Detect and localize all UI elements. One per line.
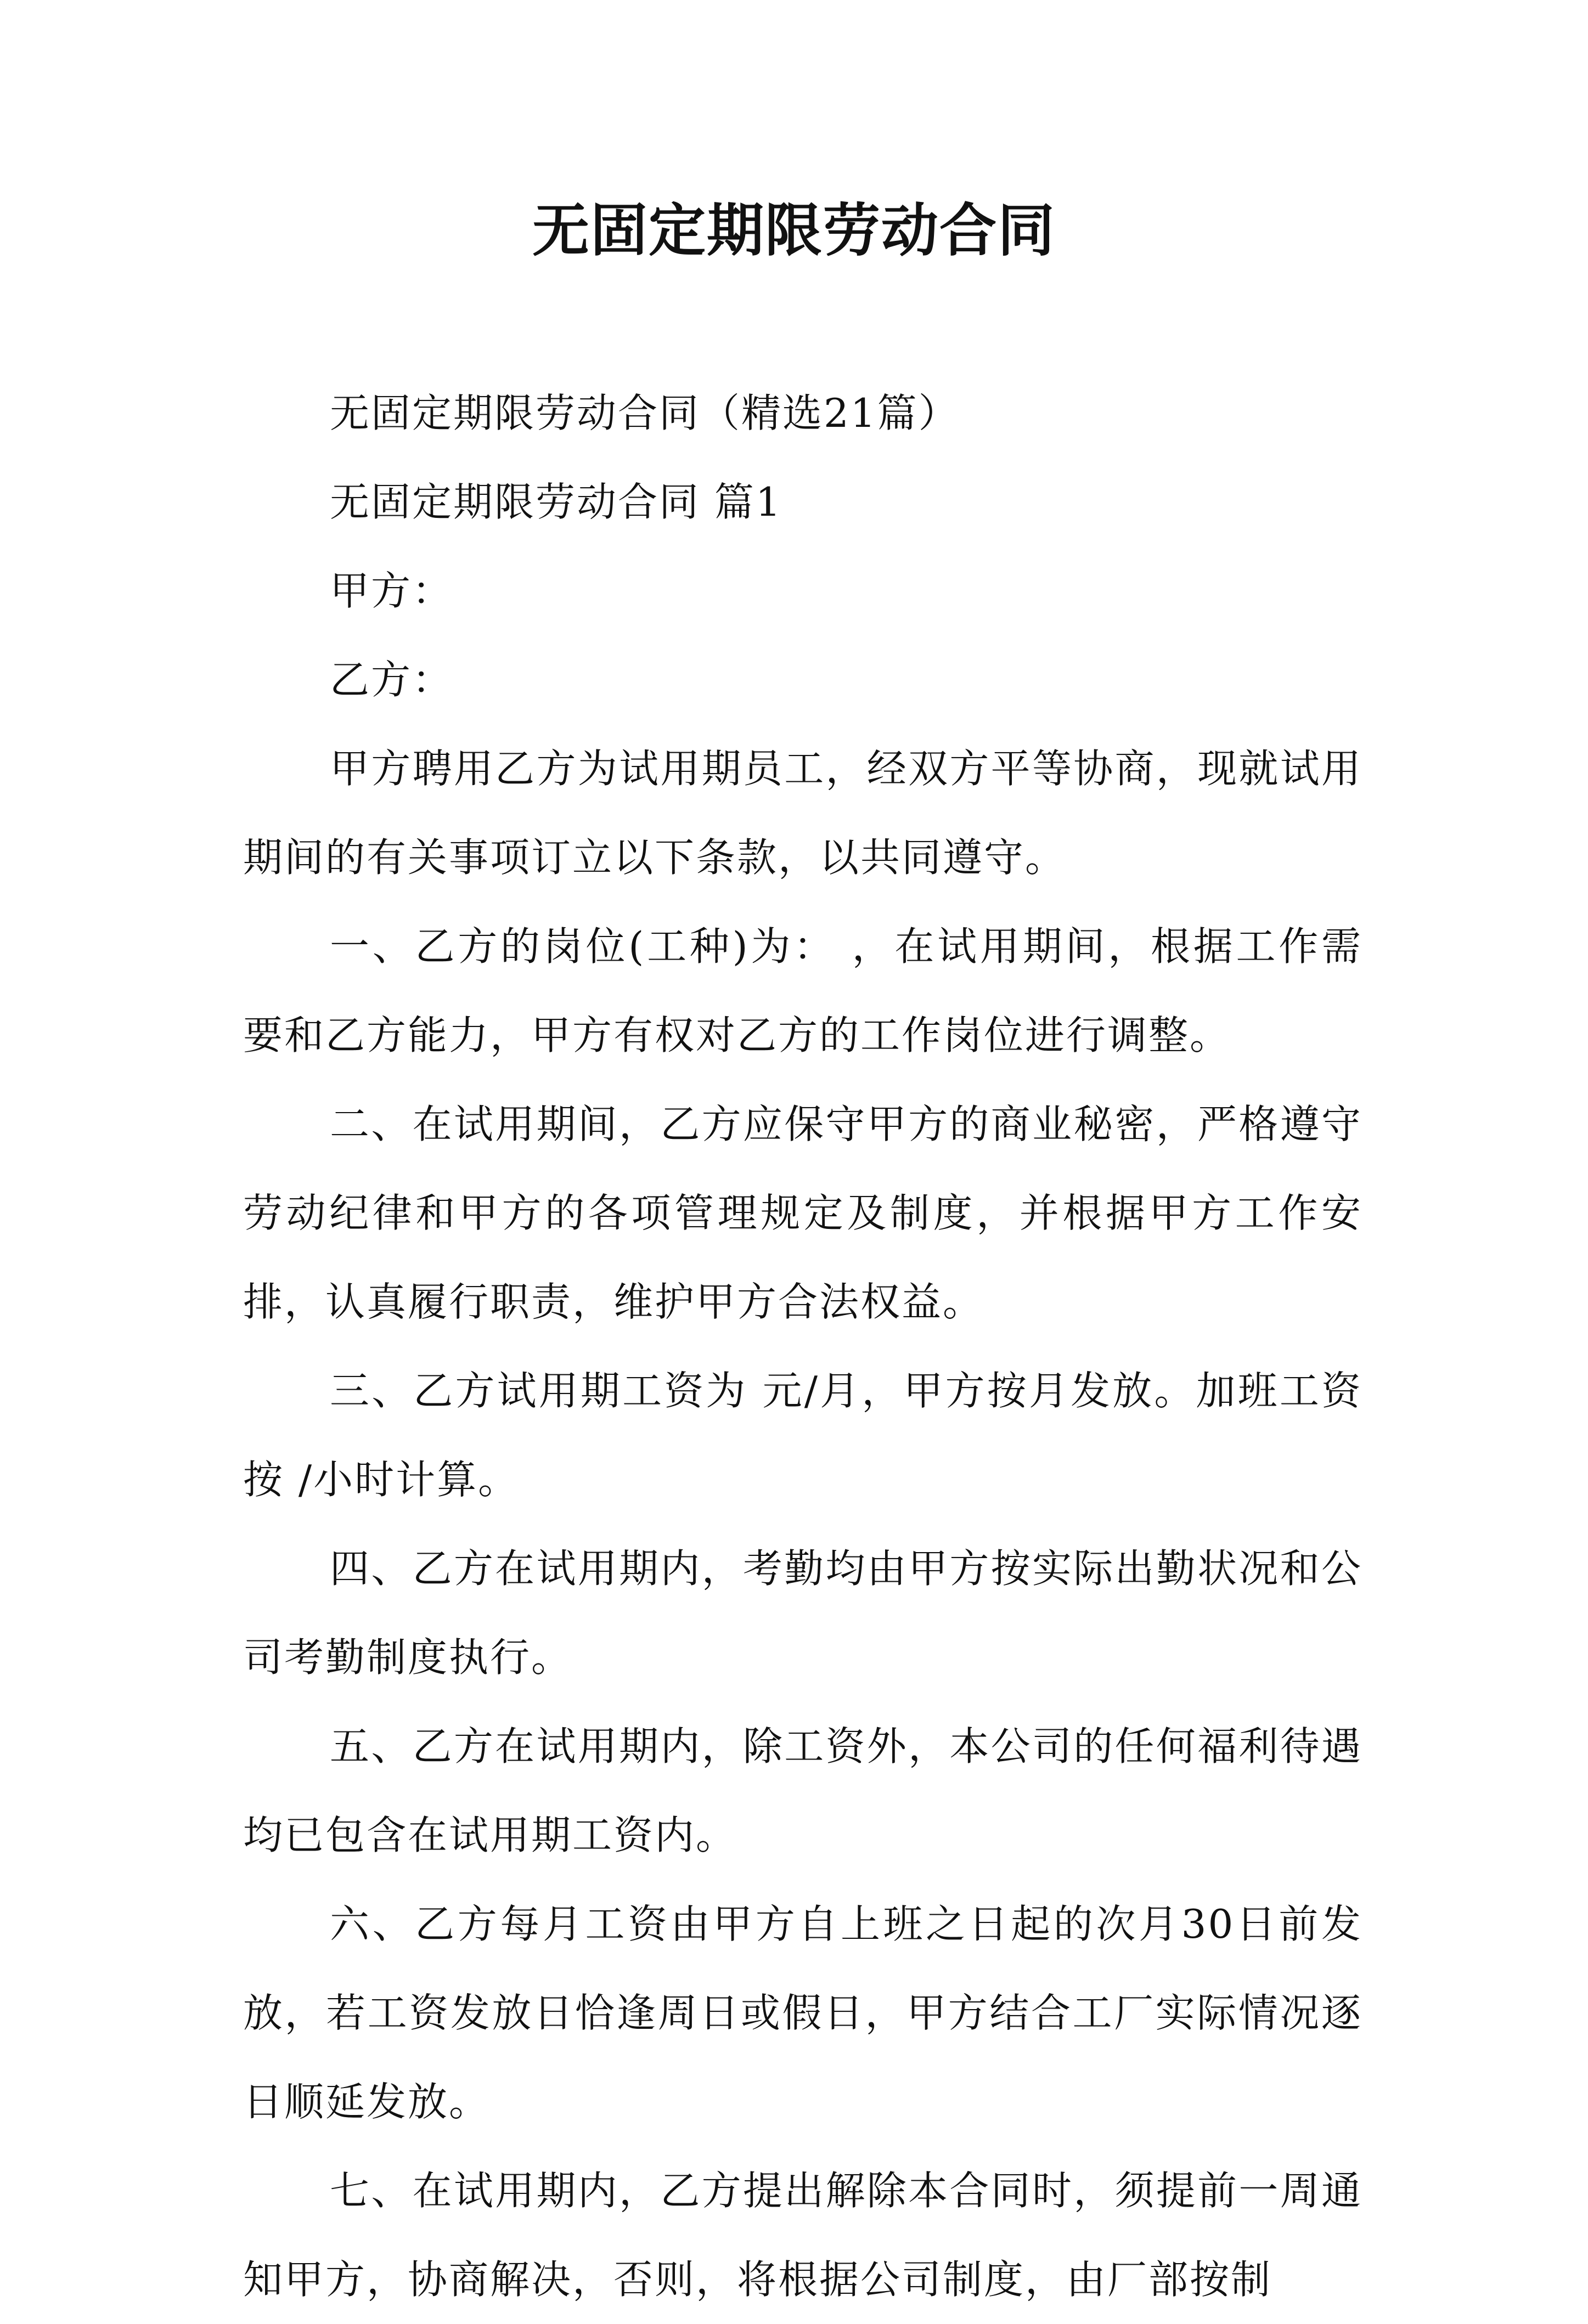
paragraph-clause-2: 二、在试用期间，乙方应保守甲方的商业秘密，严格遵守劳动纪律和甲方的各项管理规定及制度，并根据甲方工作安排，认真履行职责，维护甲方合法权益。	[243, 1101, 1362, 1325]
paragraph-clause-4: 四、乙方在试用期内，考勤均由甲方按实际出勤状况和公司考勤制度执行。	[243, 1545, 1362, 1680]
paragraph-intro: 甲方聘用乙方为试用期员工，经双方平等协商，现就试用期间的有关事项订立以下条款，以共同遵守。	[243, 746, 1362, 881]
section-title: 无固定期限劳动合同 篇1	[330, 479, 782, 525]
paragraph-clause-3: 三、乙方试用期工资为 元/月，甲方按月发放。加班工资按 /小时计算。	[243, 1368, 1362, 1503]
document-body	[243, 369, 1362, 2324]
document-title: 无固定期限劳动合同	[532, 196, 1056, 264]
paragraph-clause-7: 七、在试用期内，乙方提出解除本合同时，须提前一周通知甲方，协商解决，否则，将根据公司制度，由厂部按制	[243, 2168, 1362, 2303]
paragraph-clause-1: 一、乙方的岗位(工种)为： ，在试用期间，根据工作需要和乙方能力，甲方有权对乙方的工作岗位进行调整。	[243, 923, 1362, 1058]
party-b-label: 乙方：	[330, 657, 454, 703]
paragraph-clause-6: 六、乙方每月工资由甲方自上班之日起的次月30日前发放，若工资发放日恰逢周日或假日，甲方结合工厂实际情况逐日顺延发放。	[243, 1901, 1362, 2125]
party-a-label: 甲方：	[330, 568, 454, 614]
paragraph-clause-5: 五、乙方在试用期内，除工资外，本公司的任何福利待遇均已包含在试用期工资内。	[243, 1723, 1362, 1858]
document-heading: 无固定期限劳动合同（精选21篇）	[330, 390, 960, 436]
